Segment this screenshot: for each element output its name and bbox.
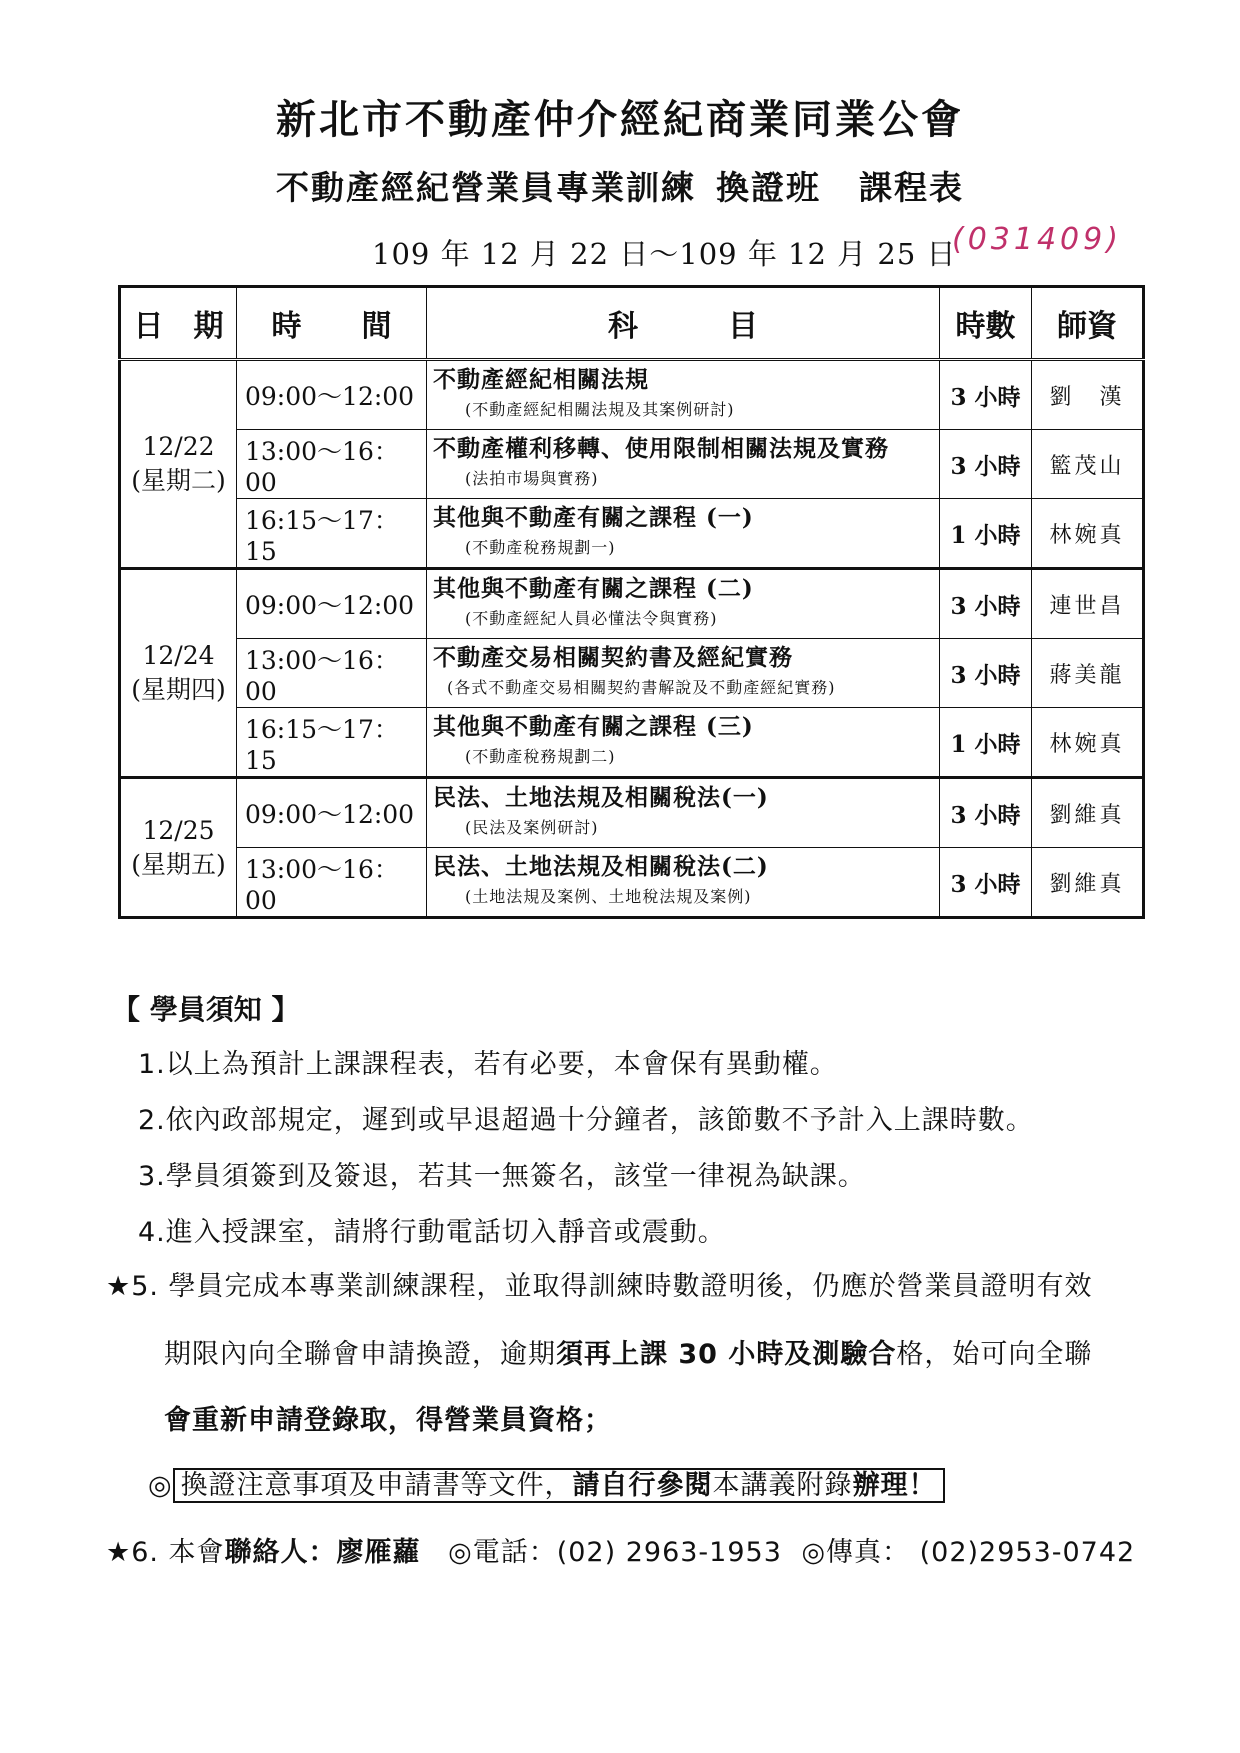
- contact-phone: ◎電話：(02) 2963-1953: [448, 1537, 782, 1568]
- subject-detail: (不動產稅務規劃一): [465, 538, 616, 557]
- day-weekday: (星期五): [131, 849, 226, 879]
- day-cell: [120, 569, 237, 778]
- renewal-text-a: 換證注意事項及申請書等文件，: [180, 1470, 573, 1501]
- renewal-text-c: 本講義附錄: [712, 1470, 853, 1501]
- contact-fax: ◎傳真： (02)2953-0742: [801, 1537, 1136, 1568]
- header-time: 時 間: [237, 287, 427, 360]
- teacher-cell: 林婉真: [1032, 499, 1144, 569]
- subject-detail: (民法及案例研討): [465, 818, 599, 837]
- teacher-cell: 蔣美龍: [1032, 639, 1144, 708]
- teacher-cell: 劉維真: [1032, 778, 1144, 848]
- subject-cell: [427, 708, 940, 778]
- notice-5-emphasis: 須再上課 30 小時及測驗合: [556, 1339, 897, 1370]
- subject-cell: [427, 778, 940, 848]
- time-cell: 13:00～16：00: [237, 639, 427, 708]
- table-row: [120, 360, 1144, 430]
- hours-cell: 3 小時: [940, 360, 1032, 430]
- subject-cell: [427, 360, 940, 430]
- org-title: 新北市不動產仲介經紀商業同業公會: [276, 96, 964, 143]
- table-row: [120, 499, 1144, 569]
- teacher-cell: 林婉真: [1032, 708, 1144, 778]
- header-date: 日 期: [120, 287, 237, 360]
- notice-title: 【 學員須知 】: [112, 993, 300, 1026]
- renewal-notice: [148, 1463, 945, 1502]
- handwritten-code: (031409): [952, 222, 1122, 257]
- subject-detail: (土地法規及案例、土地稅法規及案例): [465, 887, 752, 906]
- header-hours: 時數: [940, 287, 1032, 360]
- notice-item-5-line2: [164, 1332, 1092, 1371]
- table-header-row: [120, 287, 1144, 360]
- class-name: 換證班: [716, 168, 821, 207]
- day-weekday: (星期四): [131, 675, 226, 704]
- subject-detail: (法拍市場與實務): [465, 469, 599, 488]
- day-cell: [120, 778, 237, 918]
- table-row: [120, 778, 1144, 848]
- table-row: [120, 848, 1144, 918]
- subject-title: 民法、土地法規及相關稅法(二): [433, 853, 769, 880]
- time-cell: 13:00～16：00: [237, 848, 427, 918]
- hours-cell: 3 小時: [940, 848, 1032, 918]
- time-cell: 09:00～12:00: [237, 569, 427, 639]
- subject-cell: [427, 499, 940, 569]
- subject-title: 其他與不動產有關之課程 (一): [433, 504, 754, 531]
- subject-cell: [427, 848, 940, 918]
- course-title: [0, 162, 1240, 209]
- renewal-text-b: 請自行參閱: [572, 1470, 713, 1501]
- teacher-cell: 劉 漢: [1032, 360, 1144, 430]
- header-subject: 科 目: [427, 287, 940, 360]
- subject-detail: (各式不動產交易相關契約書解說及不動產經紀實務): [447, 678, 836, 697]
- notice-item-1: 1.以上為預計上課課程表，若有必要，本會保有異動權。: [138, 1049, 838, 1080]
- contact-prefix: ★6. 本會: [106, 1537, 225, 1568]
- notice-item-5-line1: ★5. 學員完成本專業訓練課程，並取得訓練時數證明後，仍應於營業員證明有效: [106, 1271, 1093, 1302]
- time-cell: 16:15～17：15: [237, 708, 427, 778]
- schedule-label: 課程表: [859, 168, 964, 207]
- notice-5-text: 期限內向全聯會申請換證，逾期: [164, 1339, 556, 1370]
- renewal-text-d: 辦理！: [852, 1470, 937, 1501]
- day-date: 12/24: [142, 641, 215, 670]
- subject-title: 不動產交易相關契約書及經紀實務: [433, 644, 793, 671]
- subject-title: 民法、土地法規及相關稅法(一): [433, 784, 769, 811]
- hours-cell: 3 小時: [940, 430, 1032, 499]
- table-row: [120, 430, 1144, 499]
- day-date: 12/22: [142, 432, 215, 461]
- hours-cell: 3 小時: [940, 778, 1032, 848]
- table-row: [120, 708, 1144, 778]
- subject-detail: (不動產經紀相關法規及其案例研討): [465, 400, 735, 419]
- day-weekday: (星期二): [131, 466, 226, 495]
- time-cell: 16:15～17：15: [237, 499, 427, 569]
- table-row: [120, 569, 1144, 639]
- subject-cell: [427, 569, 940, 639]
- notice-item-6: [106, 1530, 1135, 1569]
- subject-title: 其他與不動產有關之課程 (三): [433, 713, 754, 740]
- teacher-cell: 劉維真: [1032, 848, 1144, 918]
- hours-cell: 1 小時: [940, 708, 1032, 778]
- notice-5-text-end: 格，始可向全聯: [896, 1339, 1093, 1370]
- day-cell: [120, 360, 237, 569]
- subject-cell: [427, 639, 940, 708]
- hours-cell: 3 小時: [940, 639, 1032, 708]
- date-range: 109 年 12 月 22 日～109 年 12 月 25 日: [372, 237, 957, 271]
- renewal-notice-box: [173, 1468, 945, 1503]
- hours-cell: 1 小時: [940, 499, 1032, 569]
- subject-title: 其他與不動產有關之課程 (二): [433, 575, 754, 602]
- schedule-table: [118, 285, 1145, 919]
- subject-title: 不動產權利移轉、使用限制相關法規及實務: [433, 435, 889, 462]
- hours-cell: 3 小時: [940, 569, 1032, 639]
- time-cell: 09:00～12:00: [237, 360, 427, 430]
- notice-item-5-line3: 會重新申請登錄取，得營業員資格；: [164, 1405, 612, 1436]
- subject-title: 不動產經紀相關法規: [433, 366, 649, 393]
- bullet-circle: ◎: [148, 1470, 173, 1501]
- contact-person: 聯絡人：廖雁蘿: [224, 1537, 421, 1568]
- notice-item-3: 3.學員須簽到及簽退，若其一無簽名，該堂一律視為缺課。: [138, 1161, 866, 1192]
- teacher-cell: 連世昌: [1032, 569, 1144, 639]
- subject-detail: (不動產經紀人員必懂法令與實務): [465, 609, 718, 628]
- day-date: 12/25: [142, 815, 215, 845]
- notice-item-4: 4.進入授課室，請將行動電話切入靜音或震動。: [138, 1217, 726, 1248]
- teacher-cell: 籃茂山: [1032, 430, 1144, 499]
- table-row: [120, 639, 1144, 708]
- time-cell: 13:00～16：00: [237, 430, 427, 499]
- time-cell: 09:00～12:00: [237, 778, 427, 848]
- header-teacher: 師資: [1032, 287, 1144, 360]
- course-name: 不動產經紀營業員專業訓練: [276, 168, 696, 207]
- notice-item-2: 2.依內政部規定，遲到或早退超過十分鐘者，該節數不予計入上課時數。: [138, 1105, 1034, 1136]
- subject-detail: (不動產稅務規劃二): [465, 747, 616, 766]
- subject-cell: [427, 430, 940, 499]
